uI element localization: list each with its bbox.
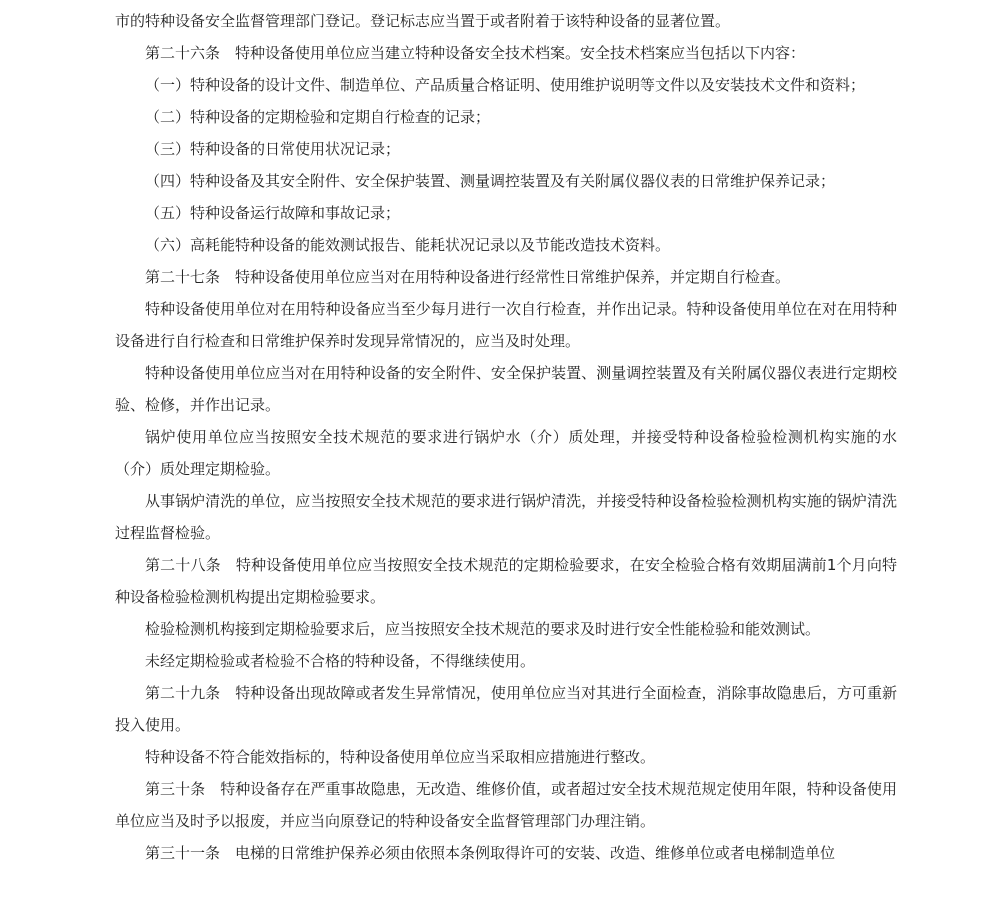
list-item-2: （二）特种设备的定期检验和定期自行检查的记录； [145,108,491,126]
list-item-4: （四）特种设备及其安全附件、安全保护装置、测量调控装置及有关附属仪器仪表的日常维护保养记录； [145,172,836,190]
article-29-heading: 第二十九条 特种设备出现故障或者发生异常情况，使用单位应当对其进行全面检查，消除事故隐患后，方可重新投入使用。 [115,684,897,734]
paragraph: 未经定期检验或者检验不合格的特种设备，不得继续使用。 [145,652,536,670]
article-26-heading: 第二十六条 特种设备使用单位应当建立特种设备安全技术档案。安全技术档案应当包括以下内容： [145,44,806,62]
article-30-heading: 第三十条 特种设备存在严重事故隐患，无改造、维修价值，或者超过安全技术规范规定使用年限，特种设备使用单位应当及时予以报废，并应当向原登记的特种设备安全监督管理部门办理注销。 [115,780,897,830]
list-item-1: （一）特种设备的设计文件、制造单位、产品质量合格证明、使用维护说明等文件以及安装技术文件和资料； [145,76,866,94]
paragraph: 特种设备使用单位应当对在用特种设备的安全附件、安全保护装置、测量调控装置及有关附属仪器仪表进行定期校验、检修，并作出记录。 [115,364,897,414]
article-27-heading: 第二十七条 特种设备使用单位应当对在用特种设备进行经常性日常维护保养，并定期自行检查。 [145,268,791,286]
paragraph: 锅炉使用单位应当按照安全技术规范的要求进行锅炉水（介）质处理，并接受特种设备检验检测机构实施的水（介）质处理定期检验。 [115,428,897,478]
paragraph: 从事锅炉清洗的单位，应当按照安全技术规范的要求进行锅炉清洗，并接受特种设备检验检测机构实施的锅炉清洗过程监督检验。 [115,492,897,542]
paragraph: 特种设备使用单位对在用特种设备应当至少每月进行一次自行检查，并作出记录。特种设备使用单位在对在用特种设备进行自行检查和日常维护保养时发现异常情况的，应当及时处理。 [115,300,897,350]
paragraph: 市的特种设备安全监督管理部门登记。登记标志应当置于或者附着于该特种设备的显著位置。 [115,12,731,30]
article-31-heading: 第三十一条 电梯的日常维护保养必须由依照本条例取得许可的安装、改造、维修单位或者电梯制造单位 [145,844,836,862]
list-item-3: （三）特种设备的日常使用状况记录； [145,140,401,158]
article-28-heading: 第二十八条 特种设备使用单位应当按照安全技术规范的定期检验要求，在安全检验合格有效期届满前1个月向特种设备检验检测机构提出定期检验要求。 [115,556,897,606]
paragraph: 特种设备不符合能效指标的，特种设备使用单位应当采取相应措施进行整改。 [145,748,656,766]
paragraph: 检验检测机构接到定期检验要求后，应当按照安全技术规范的要求及时进行安全性能检验和能效测试。 [145,620,821,638]
list-item-6: （六）高耗能特种设备的能效测试报告、能耗状况记录以及节能改造技术资料。 [145,236,671,254]
document-body [115,5,897,869]
list-item-5: （五）特种设备运行故障和事故记录； [145,204,401,222]
